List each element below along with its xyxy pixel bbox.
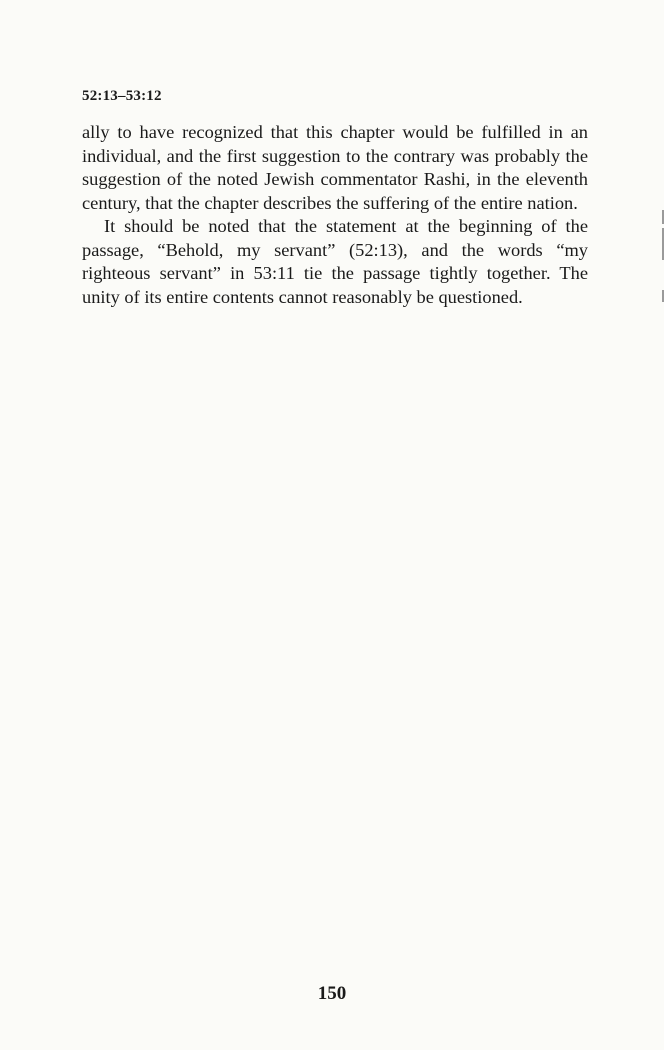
paragraph-continuation: ally to have recognized that this chapter would be fulfilled in an individual, and the first suggestion to the contrary was probably the suggestion of the noted Jewish commentator Rashi, in the eleventh century, that the chapter describes the suffering of the entire nation. — [82, 122, 588, 213]
page-number: 150 — [317, 983, 347, 1004]
running-head: 52:13–53:12 — [82, 88, 162, 104]
body-text — [82, 121, 588, 309]
paragraph: It should be noted that the statement at the beginning of the passage, “Behold, my servant” (52:13), and the words “my righteous servant” in 53:11 tie the passage tightly together. The unity of its entire contents cannot reasonably be questioned. — [82, 216, 588, 307]
